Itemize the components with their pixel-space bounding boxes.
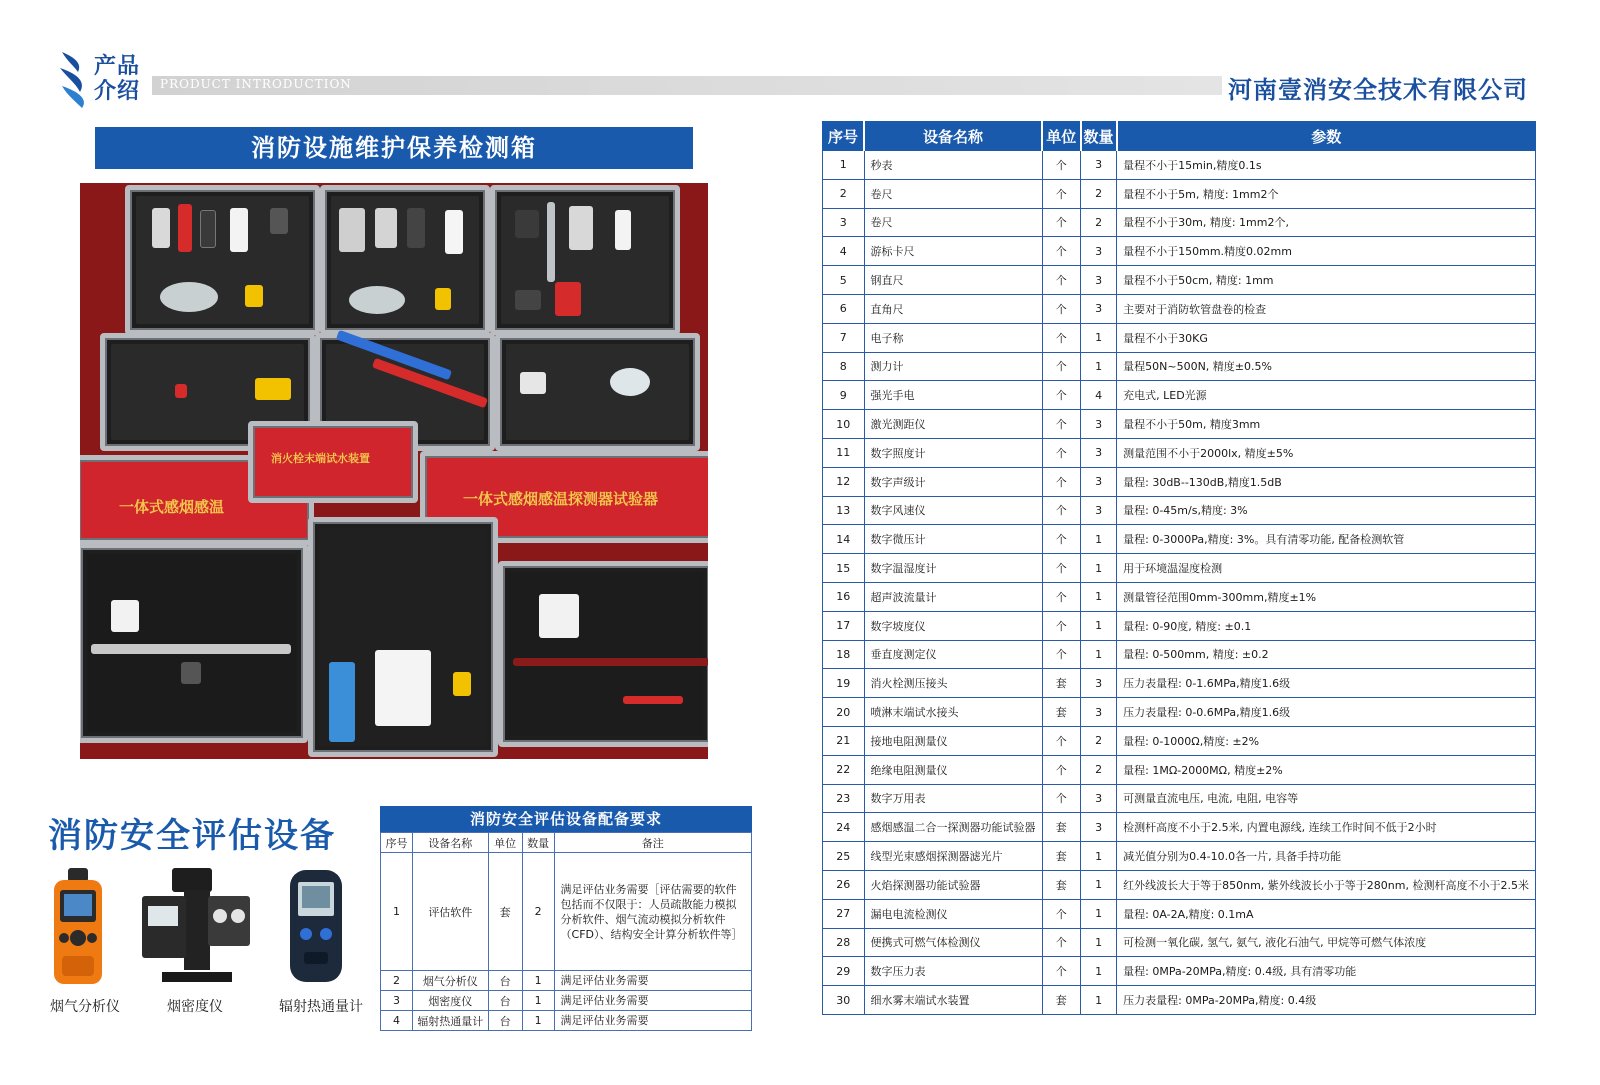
equipment-spec-table (822, 121, 1536, 1015)
spec-cell-qty: 3 (1081, 784, 1117, 813)
spec-cell-name: 卷尺 (864, 208, 1042, 237)
spec-cell-no: 8 (823, 352, 865, 381)
spec-cell-unit: 个 (1042, 294, 1081, 323)
spec-cell-no: 22 (823, 755, 865, 784)
spec-cell-name: 漏电电流检测仪 (864, 899, 1042, 928)
spec-cell-name: 细水雾末端试水装置 (864, 986, 1042, 1015)
spec-col-unit: 单位 (1042, 122, 1081, 151)
spec-cell-no: 30 (823, 986, 865, 1015)
spec-cell-param: 量程不小于5m, 精度: 1mm2个 (1117, 179, 1536, 208)
spec-cell-qty: 2 (1081, 755, 1117, 784)
spec-cell-no: 6 (823, 294, 865, 323)
spec-cell-param: 压力表量程: 0-0.6MPa,精度1.6级 (1117, 698, 1536, 727)
spec-cell-unit: 个 (1042, 208, 1081, 237)
spec-cell-name: 秒表 (864, 151, 1042, 180)
table-row (823, 813, 1536, 842)
spec-cell-name: 便携式可燃气体检测仪 (864, 928, 1042, 957)
spec-cell-no: 25 (823, 842, 865, 871)
spec-cell-unit: 个 (1042, 611, 1081, 640)
spec-cell-name: 数字微压计 (864, 525, 1042, 554)
spec-cell-name: 绝缘电阻测量仪 (864, 755, 1042, 784)
spec-cell-param: 可检测一氧化碳, 氢气, 氨气, 液化石油气, 甲烷等可燃气体浓度 (1117, 928, 1536, 957)
table-row: 1 评估软件 套 2 满足评估业务需要［评估需要的软件包括而不仅限于：人员疏散能力模拟分析软件、烟气流动模拟分析软件（CFD）、结构安全计算分析软件等］ (381, 853, 752, 971)
heat-flux-meter-label: 辐射热通量计 (279, 999, 363, 1015)
table-row (823, 640, 1536, 669)
spec-cell-name: 数字坡度仪 (864, 611, 1042, 640)
spec-cell-name: 数字声级计 (864, 467, 1042, 496)
spec-cell-qty: 3 (1081, 813, 1117, 842)
spec-cell-name: 测力计 (864, 352, 1042, 381)
table-row (823, 928, 1536, 957)
spec-cell-param: 量程不小于50cm, 精度: 1mm (1117, 266, 1536, 295)
spec-cell-unit: 套 (1042, 813, 1081, 842)
spec-cell-unit: 个 (1042, 352, 1081, 381)
spec-cell-param: 量程不小于30m, 精度: 1mm2个, (1117, 208, 1536, 237)
col-header-qty: 数量 (522, 833, 554, 853)
spec-cell-qty: 1 (1081, 957, 1117, 986)
spec-cell-qty: 1 (1081, 352, 1117, 381)
spec-cell-param: 量程不小于150mm.精度0.02mm (1117, 237, 1536, 266)
spec-cell-param: 量程: 0-45m/s,精度: 3% (1117, 496, 1536, 525)
spec-cell-name: 线型光束感烟探测器滤光片 (864, 842, 1042, 871)
logo-line-2: 介绍 (94, 79, 141, 104)
kit-case-2 (320, 185, 490, 335)
spec-cell-unit: 个 (1042, 640, 1081, 669)
kit-case-1 (125, 185, 320, 335)
spec-cell-qty: 1 (1081, 928, 1117, 957)
spec-cell-name: 数字照度计 (864, 438, 1042, 467)
col-header-unit: 单位 (488, 833, 522, 853)
spec-cell-param: 压力表量程: 0MPa-20MPa,精度: 0.4级 (1117, 986, 1536, 1015)
spec-cell-unit: 个 (1042, 237, 1081, 266)
table-row (823, 525, 1536, 554)
col-header-no: 序号 (381, 833, 413, 853)
smoke-density-meter-icon (140, 866, 252, 986)
spec-col-no: 序号 (823, 122, 865, 151)
table-row (823, 957, 1536, 986)
table-row (823, 755, 1536, 784)
table-row (823, 352, 1536, 381)
kit-case-9 (498, 561, 708, 747)
evaluation-table-title: 消防安全评估设备配备要求 (380, 806, 752, 832)
spec-cell-name: 超声波流量计 (864, 582, 1042, 611)
table-row (823, 554, 1536, 583)
spec-cell-name: 接地电阻测量仪 (864, 726, 1042, 755)
spec-table-body (823, 151, 1536, 1015)
table-row (823, 266, 1536, 295)
table-row (823, 438, 1536, 467)
spec-cell-no: 7 (823, 323, 865, 352)
table-row (823, 842, 1536, 871)
spec-col-qty: 数量 (1081, 122, 1117, 151)
spec-cell-no: 16 (823, 582, 865, 611)
spec-cell-unit: 个 (1042, 554, 1081, 583)
spec-cell-qty: 1 (1081, 323, 1117, 352)
spec-cell-param: 压力表量程: 0-1.6MPa,精度1.6级 (1117, 669, 1536, 698)
spec-cell-unit: 个 (1042, 438, 1081, 467)
table-row (823, 179, 1536, 208)
table-row (823, 410, 1536, 439)
swoosh-logo-icon (58, 48, 94, 110)
spec-cell-no: 9 (823, 381, 865, 410)
spec-cell-no: 23 (823, 784, 865, 813)
spec-cell-no: 29 (823, 957, 865, 986)
spec-cell-no: 27 (823, 899, 865, 928)
spec-cell-qty: 2 (1081, 179, 1117, 208)
spec-cell-unit: 个 (1042, 410, 1081, 439)
spec-cell-param: 充电式, LED光源 (1117, 381, 1536, 410)
spec-cell-qty: 1 (1081, 611, 1117, 640)
spec-cell-param: 主要对于消防软管盘卷的检查 (1117, 294, 1536, 323)
table-row (823, 323, 1536, 352)
col-header-name: 设备名称 (412, 833, 488, 853)
spec-cell-name: 数字万用表 (864, 784, 1042, 813)
spec-cell-qty: 1 (1081, 986, 1117, 1015)
spec-cell-unit: 套 (1042, 986, 1081, 1015)
spec-cell-qty: 3 (1081, 237, 1117, 266)
spec-cell-qty: 1 (1081, 554, 1117, 583)
table-row (823, 698, 1536, 727)
spec-cell-param: 量程不小于30KG (1117, 323, 1536, 352)
spec-cell-qty: 3 (1081, 151, 1117, 180)
spec-cell-name: 游标卡尺 (864, 237, 1042, 266)
spec-cell-qty: 3 (1081, 496, 1117, 525)
spec-cell-no: 24 (823, 813, 865, 842)
gas-analyzer-icon (50, 868, 106, 986)
spec-cell-no: 26 (823, 870, 865, 899)
spec-cell-unit: 个 (1042, 957, 1081, 986)
evaluation-section-title: 消防安全评估设备 (48, 816, 336, 856)
kit-title-banner: 消防设施维护保养检测箱 (95, 127, 693, 169)
spec-cell-param: 量程: 0-1000Ω,精度: ±2% (1117, 726, 1536, 755)
col-header-note: 备注 (554, 833, 751, 853)
spec-cell-param: 量程50N~500N, 精度±0.5% (1117, 352, 1536, 381)
table-row (823, 611, 1536, 640)
spec-cell-param: 量程: 0A-2A,精度: 0.1mA (1117, 899, 1536, 928)
table-row (823, 208, 1536, 237)
table-row: 3 烟密度仪 台 1 满足评估业务需要 (381, 991, 752, 1011)
spec-cell-unit: 个 (1042, 726, 1081, 755)
spec-cell-unit: 个 (1042, 582, 1081, 611)
spec-cell-no: 15 (823, 554, 865, 583)
spec-cell-name: 强光手电 (864, 381, 1042, 410)
spec-cell-qty: 1 (1081, 842, 1117, 871)
spec-cell-qty: 3 (1081, 266, 1117, 295)
spec-cell-qty: 1 (1081, 525, 1117, 554)
table-row (823, 381, 1536, 410)
spec-cell-unit: 套 (1042, 870, 1081, 899)
spec-cell-qty: 3 (1081, 467, 1117, 496)
spec-cell-name: 数字压力表 (864, 957, 1042, 986)
spec-cell-unit: 个 (1042, 525, 1081, 554)
spec-cell-param: 量程: 1MΩ-2000MΩ, 精度±2% (1117, 755, 1536, 784)
spec-cell-no: 5 (823, 266, 865, 295)
gas-analyzer-label: 烟气分析仪 (50, 999, 120, 1015)
lid-label-1: 一体式感烟感温 (119, 498, 225, 516)
spec-cell-qty: 1 (1081, 899, 1117, 928)
spec-cell-param: 量程: 0MPa-20MPa,精度: 0.4级, 具有清零功能 (1117, 957, 1536, 986)
spec-cell-param: 测量管径范围0mm-300mm,精度±1% (1117, 582, 1536, 611)
spec-cell-no: 4 (823, 237, 865, 266)
table-row (823, 151, 1536, 180)
spec-cell-unit: 个 (1042, 784, 1081, 813)
spec-cell-no: 28 (823, 928, 865, 957)
spec-cell-qty: 2 (1081, 726, 1117, 755)
header-english-subtitle: PRODUCT INTRODUCTION (160, 77, 352, 91)
spec-col-name: 设备名称 (864, 122, 1042, 151)
company-name: 河南壹消安全技术有限公司 (1228, 76, 1528, 104)
kit-case-6 (495, 333, 700, 451)
spec-cell-no: 2 (823, 179, 865, 208)
lid-label-2: 一体式感烟感温探测器试验器 (463, 490, 659, 508)
spec-cell-unit: 个 (1042, 496, 1081, 525)
heat-flux-meter-icon (288, 868, 344, 984)
table-row (823, 582, 1536, 611)
spec-cell-name: 火焰探测器功能试验器 (864, 870, 1042, 899)
spec-cell-unit: 个 (1042, 899, 1081, 928)
spec-cell-qty: 1 (1081, 640, 1117, 669)
spec-cell-no: 20 (823, 698, 865, 727)
spec-cell-name: 钢直尺 (864, 266, 1042, 295)
spec-col-param: 参数 (1117, 122, 1536, 151)
table-row (823, 669, 1536, 698)
spec-cell-name: 直角尺 (864, 294, 1042, 323)
logo-text (94, 54, 140, 104)
spec-cell-no: 17 (823, 611, 865, 640)
spec-cell-name: 激光测距仪 (864, 410, 1042, 439)
table-row: 2 烟气分析仪 台 1 满足评估业务需要 (381, 971, 752, 991)
spec-cell-param: 减光值分别为0.4-10.0各一片, 具备手持功能 (1117, 842, 1536, 871)
spec-cell-no: 12 (823, 467, 865, 496)
spec-cell-qty: 1 (1081, 870, 1117, 899)
spec-cell-name: 数字温湿度计 (864, 554, 1042, 583)
kit-case-8 (308, 517, 498, 757)
spec-cell-unit: 套 (1042, 669, 1081, 698)
spec-cell-param: 测量范围不小于2000lx, 精度±5% (1117, 438, 1536, 467)
spec-cell-unit: 个 (1042, 755, 1081, 784)
spec-cell-unit: 个 (1042, 928, 1081, 957)
spec-cell-param: 量程不小于50m, 精度3mm (1117, 410, 1536, 439)
brand-logo (58, 48, 148, 110)
spec-cell-unit: 套 (1042, 698, 1081, 727)
table-row (823, 986, 1536, 1015)
spec-cell-param: 用于环境温湿度检测 (1117, 554, 1536, 583)
spec-cell-unit: 个 (1042, 151, 1081, 180)
spec-cell-param: 量程: 30dB--130dB,精度1.5dB (1117, 467, 1536, 496)
spec-cell-qty: 1 (1081, 582, 1117, 611)
spec-cell-no: 18 (823, 640, 865, 669)
table-row (823, 496, 1536, 525)
spec-cell-qty: 3 (1081, 294, 1117, 323)
table-row: 4 辐射热通量计 台 1 满足评估业务需要 (381, 1011, 752, 1031)
table-row (823, 899, 1536, 928)
evaluation-table-header-row (381, 833, 752, 853)
spec-cell-unit: 个 (1042, 323, 1081, 352)
table-row (823, 726, 1536, 755)
spec-cell-name: 卷尺 (864, 179, 1042, 208)
table-row (823, 294, 1536, 323)
spec-cell-param: 量程不小于15min,精度0.1s (1117, 151, 1536, 180)
spec-cell-qty: 3 (1081, 438, 1117, 467)
spec-cell-no: 14 (823, 525, 865, 554)
spec-cell-name: 垂直度测定仪 (864, 640, 1042, 669)
evaluation-equipment-table (380, 806, 752, 1031)
spec-cell-no: 21 (823, 726, 865, 755)
spec-cell-unit: 个 (1042, 179, 1081, 208)
smoke-density-meter-label: 烟密度仪 (167, 999, 223, 1015)
spec-cell-unit: 个 (1042, 266, 1081, 295)
spec-cell-qty: 3 (1081, 698, 1117, 727)
spec-cell-param: 量程: 0-500mm, 精度: ±0.2 (1117, 640, 1536, 669)
spec-cell-no: 3 (823, 208, 865, 237)
table-row (823, 784, 1536, 813)
kit-case-3 (490, 185, 680, 335)
lid-label-3: 消火栓末端试水装置 (271, 452, 370, 465)
spec-cell-name: 感烟感温二合一探测器功能试验器 (864, 813, 1042, 842)
spec-cell-no: 11 (823, 438, 865, 467)
spec-cell-param: 量程: 0-90度, 精度: ±0.1 (1117, 611, 1536, 640)
spec-cell-name: 消火栓测压接头 (864, 669, 1042, 698)
spec-cell-unit: 个 (1042, 381, 1081, 410)
spec-cell-param: 红外线波长大于等于850nm, 紫外线波长小于等于280nm, 检测杆高度不小于2.5米 (1117, 870, 1536, 899)
logo-line-1: 产品 (94, 54, 141, 79)
spec-cell-no: 10 (823, 410, 865, 439)
spec-cell-no: 1 (823, 151, 865, 180)
spec-cell-qty: 4 (1081, 381, 1117, 410)
spec-cell-no: 19 (823, 669, 865, 698)
spec-cell-no: 13 (823, 496, 865, 525)
table-row (823, 870, 1536, 899)
kit-case-7 (80, 543, 308, 743)
spec-cell-param: 检测杆高度不小于2.5米, 内置电源线, 连续工作时间不低于2小时 (1117, 813, 1536, 842)
spec-cell-param: 可测量直流电压, 电流, 电阻, 电容等 (1117, 784, 1536, 813)
table-row (823, 467, 1536, 496)
spec-cell-name: 数字风速仪 (864, 496, 1042, 525)
spec-table-header-row (823, 122, 1536, 151)
spec-cell-name: 电子称 (864, 323, 1042, 352)
spec-cell-name: 喷淋末端试水接头 (864, 698, 1042, 727)
kit-red-lid-center (248, 421, 418, 503)
spec-cell-param: 量程: 0-3000Pa,精度: 3%。具有清零功能, 配备检测软管 (1117, 525, 1536, 554)
spec-cell-qty: 2 (1081, 208, 1117, 237)
spec-cell-qty: 3 (1081, 669, 1117, 698)
spec-cell-qty: 3 (1081, 410, 1117, 439)
spec-cell-unit: 套 (1042, 842, 1081, 871)
table-row (823, 237, 1536, 266)
spec-cell-unit: 个 (1042, 467, 1081, 496)
kit-product-photo (80, 183, 708, 759)
